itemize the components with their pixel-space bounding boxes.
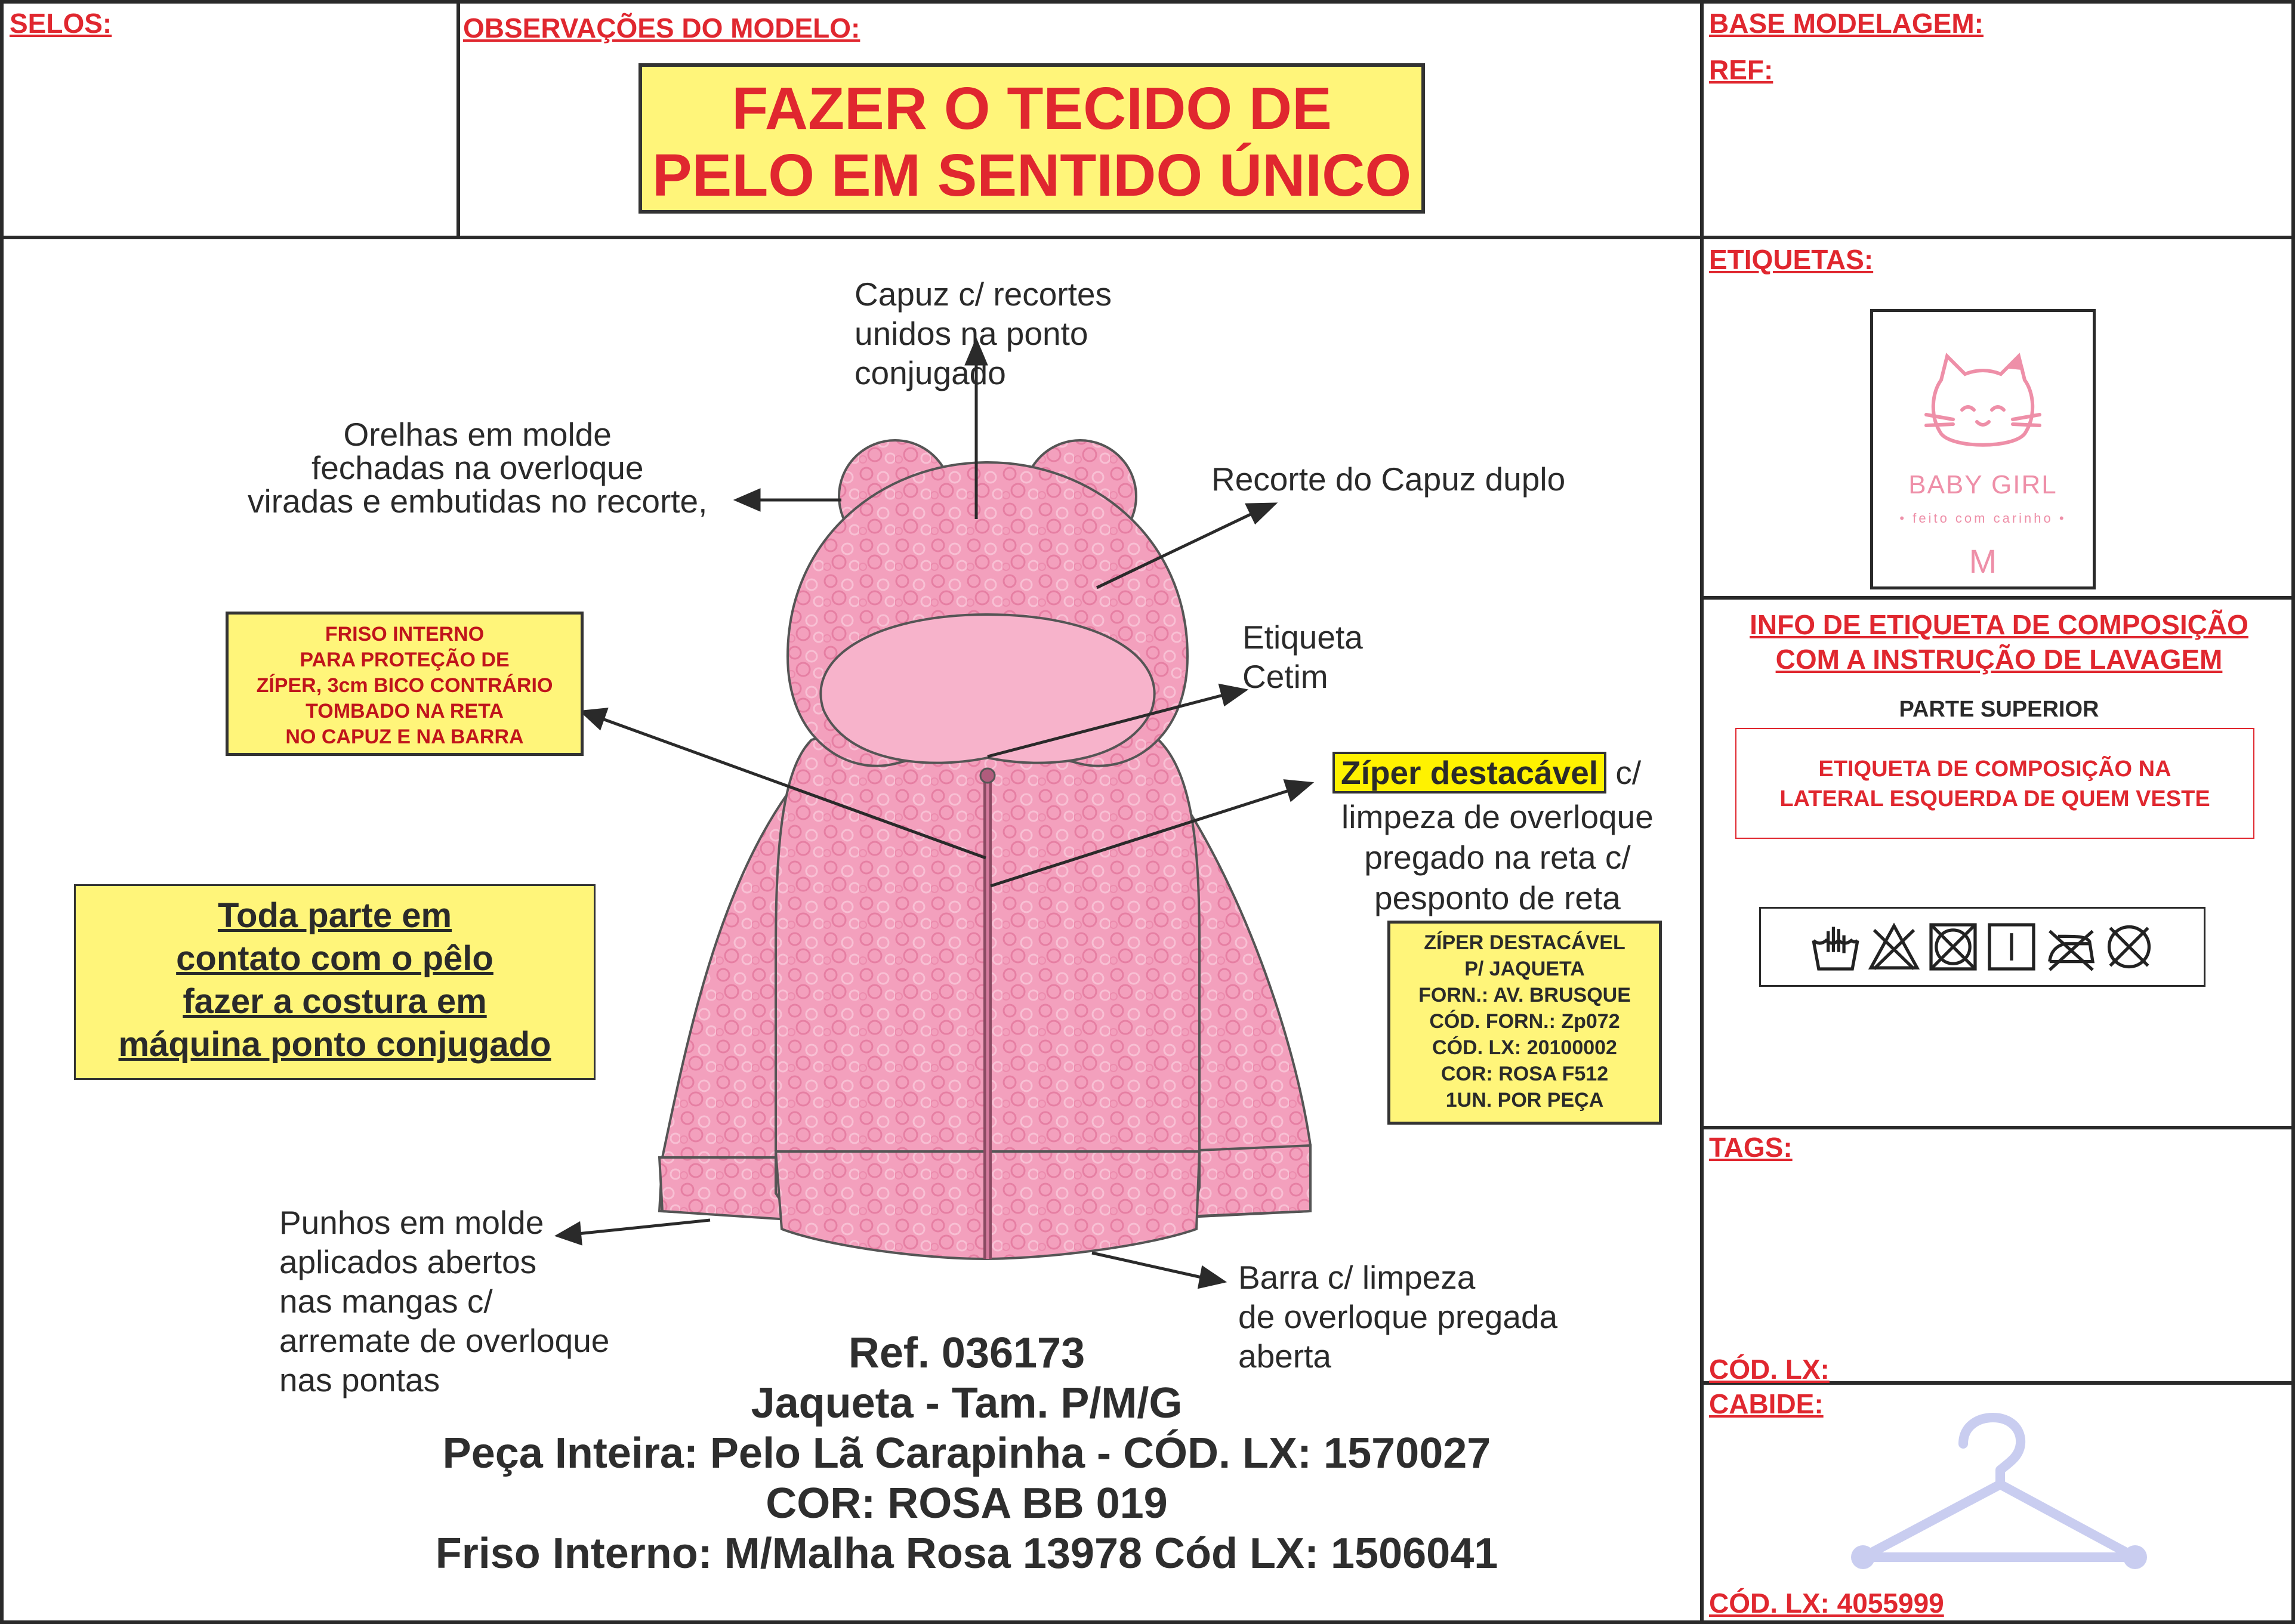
toda-parte-box bbox=[74, 884, 596, 1080]
do-not-tumble-dry-icon bbox=[1927, 919, 1979, 974]
info-etiqueta-title bbox=[1708, 607, 2290, 677]
toda-line-3: fazer a costura em bbox=[183, 982, 487, 1021]
ziper-box-line-4: CÓD. FORN.: Zp072 bbox=[1429, 1010, 1620, 1033]
toda-line-1: Toda parte em bbox=[217, 896, 452, 935]
ziper-info-box bbox=[1387, 921, 1662, 1125]
toda-line-4: máquina ponto conjugado bbox=[118, 1025, 551, 1064]
cat-logo-icon bbox=[1914, 344, 2052, 464]
product-spec-block bbox=[334, 1328, 1599, 1579]
base-modelagem-label: BASE MODELAGEM: bbox=[1709, 8, 1984, 39]
barra-callout: Barra c/ limpeza de overloque pregada aberta bbox=[1238, 1259, 1558, 1375]
friso-line-3: ZÍPER, 3cm BICO CONTRÁRIO bbox=[256, 674, 553, 697]
friso-line-5: NO CAPUZ E NA BARRA bbox=[285, 725, 524, 748]
observacoes-label: OBSERVAÇÕES DO MODELO: bbox=[463, 13, 860, 44]
ziper-box-line-5: CÓD. LX: 20100002 bbox=[1432, 1036, 1617, 1059]
jaqueta-line: Jaqueta - Tam. P/M/G bbox=[751, 1379, 1183, 1427]
etiqueta-cetim-callout: Etiqueta Cetim bbox=[1242, 619, 1363, 695]
ziper-box-line-7: 1UN. POR PEÇA bbox=[1445, 1089, 1604, 1112]
friso-interno-box bbox=[226, 612, 584, 756]
friso-line-4: TOMBADO NA RETA bbox=[306, 700, 504, 723]
ziper-highlight: Zíper destacável bbox=[1332, 752, 1606, 794]
ziper-box-line-1: ZÍPER DESTACÁVEL bbox=[1424, 931, 1625, 954]
parte-superior: PARTE SUPERIOR bbox=[1899, 697, 2099, 722]
ziper-callout-body: limpeza de overloque pregado na reta c/ pesponto de reta bbox=[1341, 798, 1654, 916]
zipper-pull bbox=[980, 768, 995, 783]
do-not-iron-icon bbox=[2044, 919, 2097, 974]
friso-line-1: FRISO INTERNO bbox=[325, 623, 485, 646]
composicao-box bbox=[1735, 728, 2254, 839]
brand-tagline: • feito com carinho • bbox=[1899, 511, 2066, 526]
peca-inteira-line: Peça Inteira: Pelo Lã Carapinha - CÓD. LX: 1570027 bbox=[442, 1430, 1491, 1477]
ziper-suffix: c/ bbox=[1606, 754, 1642, 791]
ref-label: REF: bbox=[1709, 54, 1773, 85]
capuz-callout: Capuz c/ recortes unidos na ponto conjugado bbox=[855, 276, 1112, 391]
care-symbols-strip bbox=[1759, 907, 2205, 987]
friso-line-2: PARA PROTEÇÃO DE bbox=[300, 649, 510, 671]
friso-interno-line: Friso Interno: M/Malha Rosa 13978 Cód LX: 1506041 bbox=[435, 1530, 1498, 1577]
hood-opening bbox=[820, 615, 1154, 763]
orelhas-callout: Orelhas em molde fechadas na overloque viradas e embutidas no recorte, bbox=[248, 416, 708, 520]
ref-line: Ref. 036173 bbox=[848, 1329, 1085, 1377]
line-dry-icon bbox=[1985, 919, 2038, 974]
etiquetas-label: ETIQUETAS: bbox=[1709, 244, 1874, 275]
ziper-box-line-3: FORN.: AV. BRUSQUE bbox=[1418, 984, 1631, 1006]
cor-line: COR: ROSA BB 019 bbox=[766, 1480, 1168, 1527]
cabide-cod: CÓD. LX: 4055999 bbox=[1709, 1588, 1944, 1619]
cabide-label: CABIDE: bbox=[1709, 1388, 1824, 1419]
info-title-line-1: INFO DE ETIQUETA DE COMPOSIÇÃO bbox=[1750, 609, 2248, 640]
brand-label bbox=[1870, 309, 2096, 589]
toda-line-2: contato com o pêlo bbox=[176, 939, 493, 978]
ziper-box-line-2: P/ JAQUETA bbox=[1464, 958, 1585, 980]
recorte-capuz-callout: Recorte do Capuz duplo bbox=[1211, 461, 1566, 498]
do-not-dry-clean-icon bbox=[2103, 919, 2155, 974]
punhos-callout: Punhos em molde aplicados abertos nas mangas c/ arremate de overloque nas pontas bbox=[279, 1204, 610, 1398]
ziper-box-line-6: COR: ROSA F512 bbox=[1440, 1063, 1609, 1085]
tags-label: TAGS: bbox=[1709, 1132, 1793, 1163]
banner-line-1: FAZER O TECIDO DE bbox=[732, 75, 1332, 142]
composicao-line-1: ETIQUETA DE COMPOSIÇÃO NA bbox=[1818, 757, 2171, 782]
label-size: M bbox=[1969, 542, 1997, 580]
hand-wash-icon bbox=[1809, 919, 1862, 974]
banner-line-2: PELO EM SENTIDO ÚNICO bbox=[652, 142, 1412, 209]
selos-label: SELOS: bbox=[10, 8, 112, 39]
brand-name: BABY GIRL bbox=[1908, 470, 2058, 499]
info-title-line-2: COM A INSTRUÇÃO DE LAVAGEM bbox=[1775, 644, 2223, 675]
ziper-callout-title bbox=[1332, 753, 1641, 792]
do-not-bleach-icon bbox=[1868, 919, 1920, 974]
hanger-icon bbox=[1850, 1408, 2148, 1581]
tags-cod-label: CÓD. LX: bbox=[1709, 1354, 1830, 1385]
composicao-line-2: LATERAL ESQUERDA DE QUEM VESTE bbox=[1779, 786, 2210, 811]
